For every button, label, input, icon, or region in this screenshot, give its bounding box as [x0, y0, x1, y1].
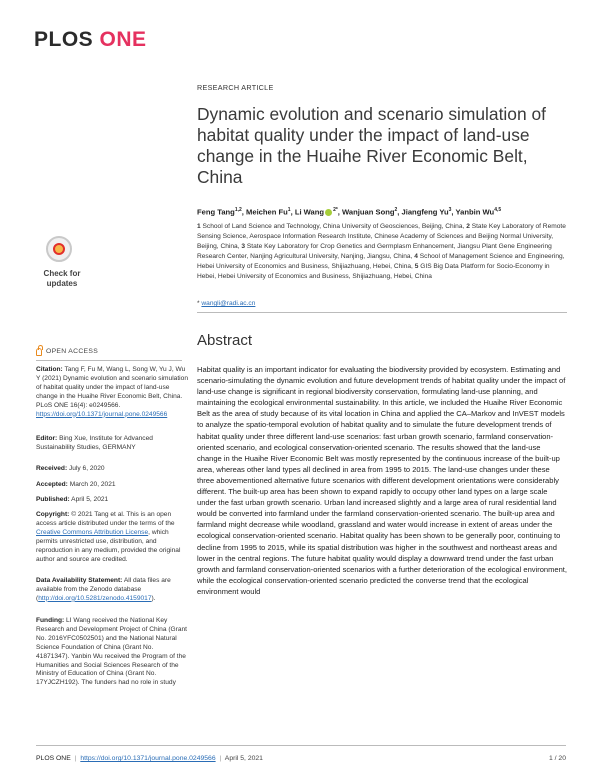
citation: Citation: Tang F, Fu M, Wang L, Song W, Yu J, Wu Y (2021) Dynamic evolution and scenario simulation of habitat quality under the impact of land-use change in the Huaihe River Economic Belt, China. PLoS ONE 16(4): e0249566. https://doi.org/10.1371/journal.pone.0249566: [36, 366, 188, 418]
author-affiliation-marker: 2*: [333, 207, 338, 213]
footer-journal: PLOS ONE: [36, 755, 71, 762]
license-link[interactable]: Creative Commons Attribution License: [36, 528, 149, 536]
corresponding-author: * wangli@radi.ac.cn: [197, 300, 256, 307]
author-affiliation-marker: 1,2: [234, 207, 242, 213]
corresponding-email-link[interactable]: wangli@radi.ac.cn: [201, 300, 256, 307]
author-list: Feng Tang$^{1,2}$, Meichen Fu$^1$, Li Wang $^{2*}$, Wanjuan Song$^2$, Jiangfeng Yu$^3$, Yanbin Wu$^{4,5}$: [197, 207, 502, 217]
data-availability: Data Availability Statement: All data files are available from the Zenodo database (http://doi.org/10.5281/zenodo.4159017).: [36, 577, 171, 602]
author-name: Feng Tang: [197, 207, 235, 217]
article-type: RESEARCH ARTICLE: [197, 83, 274, 92]
page-number: 1 / 20: [548, 755, 566, 762]
check-for-updates-icon: [46, 236, 72, 262]
footer-doi-link[interactable]: https://doi.org/10.1371/journal.pone.0249566: [80, 755, 216, 762]
article-title: Dynamic evolution and scenario simulation of habitat quality under the impact of land-use change in the Huaihe River Economic Belt, China: [197, 104, 546, 187]
orcid-icon[interactable]: [325, 209, 332, 216]
abstract-heading: Abstract: [197, 332, 253, 349]
author-name: Li Wang: [294, 207, 325, 217]
author-name: Wanjuan Song: [342, 207, 395, 217]
author-affiliation-marker: 3: [448, 207, 452, 213]
funding: Funding: LI Wang received the National Key Research and Development Project of China (Grant No. 2016YFC0502501) and the National Natural Science Foundation of China (Grant No. 41871347). Yanbin Wu received the Program of the Humanities and Social Sciences Research of the Ministry of Education of China (Grant No. 17YJCZH192). The funders had no role in study: [36, 617, 187, 687]
abstract-text: Habitat quality is an important indicator for evaluating the biodiversity provided by ecosystem. Estimating and scenario-simulating the dynamic evolution and future development trends of habitat quality under the impact of land-use change is significant in regional biodiversity conservation, formulating land-use planning, and maintaining the ecological environmental sustainability. In this article, we included the Huaihe River Economic Belt as the area of study because of its vital location in China and applied the CA–Markov and InVEST models to analyze the spatio-temporal evolution of habitat quality and to simulate the future development trends of habitat quality under three different land-use scenarios: fast urban growth scenario, farmland conservation-oriented scenario, and ecological conservation-oriented scenario. The results showed that the land-use change in the Huaihe River Economic Belt was mostly represented by the continuous increase of the built-up area, whereas other land types all declined in area from 1995 to 2015. The land-use changes under these three abovementioned alternative future scenarios with different development orientations were considerably different. The built-up area has been shown to expand rapidly to occupy other land types on a large scale under the fast urban growth scenario. Urban land increased slightly and a large area of rural residential land would be converted into farmland under the farmland conservation-oriented scenario. The built-up area and farmland might decrease while woodland, grassland and water would increase in extent of areas under the ecological conservation-oriented scenario. Habitat quality has been shown to be generally poor, continuing to decline from 1995 to 2015, while its spatial distribution was higher in the southwest and northeast areas and lower in the central regions. The future habitat quality would display a downward trend under the fast urban growth and farmland conservation-oriented scenarios with a further deterioration of the ecological environment, while the ecological conservation-oriented scenario predicted the converse trend that the ecological environment would: [197, 365, 568, 596]
author-name: Jiangfeng Yu: [401, 207, 449, 217]
logo-one: ONE: [99, 28, 147, 51]
author-affiliation-marker: 2: [394, 207, 398, 213]
affiliations: 1 School of Land Science and Technology, China University of Geosciences, Beijing, China, 2 State Key Laboratory of Remote Sensing Science, Aerospace Information Research Institute, Chinese Academy of Sciences and Beijing Normal University, Beijing, China, 3 State Key Laboratory for Crop Genetics and Germplasm Enhancement, Jiangsu Plant Gene Engineering Research Center, Nanjing Agricultural University, Nanjing, Jiangsu, China, 4 School of Management Science and Engineering, Hebei University of Economics and Business, Shijiazhuang, Hebei, China, 5 GIS Big Data Platform for Socio-Economy in Hebei, Hebei University of Economics and Business, Shijiazhuang, Hebei, China: [197, 223, 566, 281]
header-divider: [197, 312, 567, 313]
check-for-updates-badge[interactable]: Check for updates: [36, 236, 86, 296]
author-name: Yanbin Wu: [455, 207, 495, 217]
received-date: Received: July 6, 2020: [36, 465, 105, 472]
accepted-date: Accepted: March 20, 2021: [36, 481, 116, 488]
footer-date: April 5, 2021: [224, 755, 263, 762]
logo-plos: PLOS: [34, 28, 94, 51]
open-lock-icon: [36, 348, 42, 356]
plos-one-logo: [34, 28, 147, 52]
footer-divider: [36, 745, 566, 746]
author-affiliation-marker: 1: [287, 207, 291, 213]
published-date: Published: April 5, 2021: [36, 496, 109, 503]
editor: Editor: Bing Xue, Institute for Advanced Sustainability Studies, GERMANY: [36, 435, 153, 451]
sidebar-divider: [36, 360, 182, 361]
zenodo-link[interactable]: http://doi.org/10.5281/zenodo.4159017: [38, 594, 152, 602]
author-affiliation-marker: 4,5: [494, 207, 502, 213]
page-footer: PLOS ONE | https://doi.org/10.1371/journal.pone.0249566 | April 5, 2021 1 / 20: [36, 755, 566, 762]
author-name: Meichen Fu: [246, 207, 288, 217]
citation-doi-link[interactable]: https://doi.org/10.1371/journal.pone.0249566: [36, 410, 168, 418]
copyright: Copyright: © 2021 Tang et al. This is an open access article distributed under the terms of the Creative Commons Attribution License, which permits unrestricted use, distribution, and reproduction in any medium, provided the original author and source are credited.: [36, 511, 181, 563]
open-access-label: OPEN ACCESS: [36, 348, 188, 357]
